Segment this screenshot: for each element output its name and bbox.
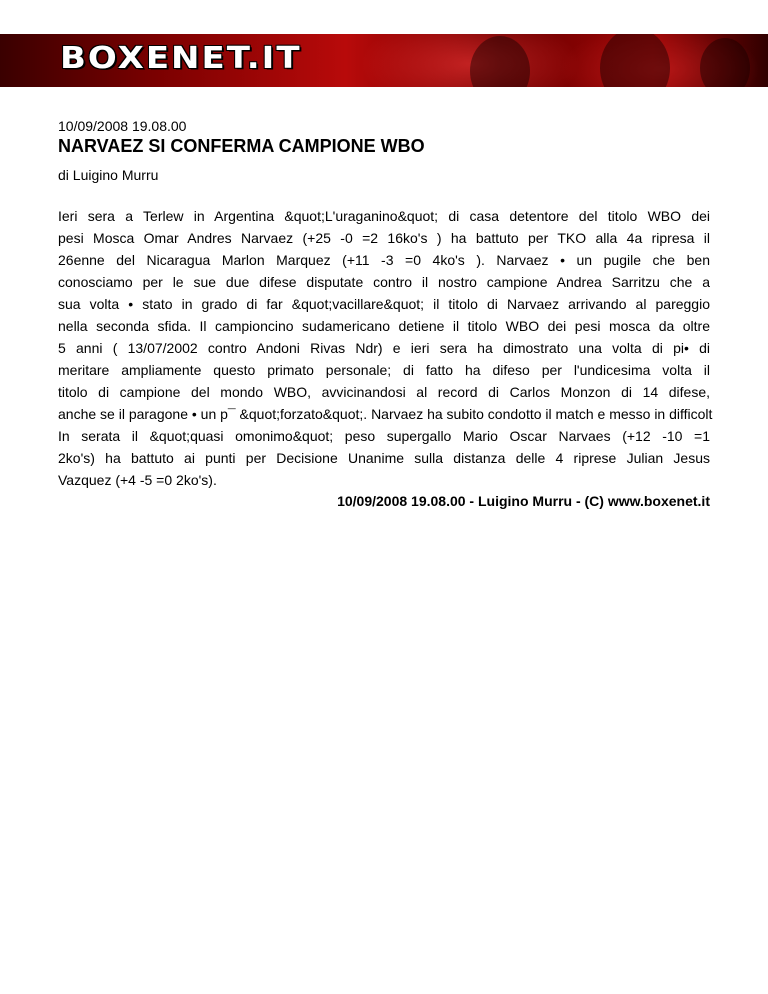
site-logo[interactable]: BOXENET.IT — [60, 40, 302, 76]
body-line: titolo di campione del mondo WBO, avvicinandosi al record di Carlos Monzon di 14 difese, — [58, 384, 710, 400]
body-line: pesi Mosca Omar Andres Narvaez (+25 -0 =2 16ko's ) ha battuto per TKO alla 4a ripresa il — [58, 230, 710, 246]
body-line: nella seconda sfida. Il campioncino sudamericano detiene il titolo WBO dei pesi mosca da oltre — [58, 318, 710, 334]
body-line: 5 anni ( 13/07/2002 contro Andoni Rivas Ndr) e ieri sera ha dimostrato una volta di pi• di — [58, 340, 710, 356]
banner-boxer-silhouette — [600, 34, 670, 87]
site-banner — [0, 34, 768, 87]
article-byline: di Luigino Murru — [58, 167, 159, 183]
article-title: NARVAEZ SI CONFERMA CAMPIONE WBO — [58, 136, 425, 156]
body-line: meritare ampliamente questo primato personale; di fatto ha difeso per l'undicesima volta il — [58, 362, 710, 378]
body-line: In serata il &quot;quasi omonimo&quot; peso supergallo Mario Oscar Narvaes (+12 -10 =1 — [58, 428, 710, 444]
body-line: Ieri sera a Terlew in Argentina &quot;L'uraganino&quot; di casa detentore del titolo WBO dei — [58, 208, 710, 224]
article-body — [58, 205, 768, 491]
body-line: 2ko's) ha battuto ai punti per Decisione Unanime sulla distanza delle 4 riprese Julian Jesus — [58, 450, 710, 466]
body-line: 26enne del Nicaragua Marlon Marquez (+11 -3 =0 4ko's ). Narvaez • un pugile che ben — [58, 252, 710, 268]
article-timestamp: 10/09/2008 19.08.00 — [58, 118, 187, 134]
body-line: Vazquez (+4 -5 =0 2ko's). — [58, 472, 217, 488]
article-footer: 10/09/2008 19.08.00 - Luigino Murru - (C) www.boxenet.it — [337, 493, 710, 509]
body-line: sua volta • stato in grado di far &quot;vacillare&quot; il titolo di Narvaez arrivando al pareggio — [58, 296, 710, 312]
body-line: anche se il paragone • un p¯ &quot;forzato&quot;. Narvaez ha subito condotto il match e messo in difficolt — [58, 406, 713, 422]
body-line: conosciamo per le sue due difese disputate contro il nostro campione Andrea Sarritzu che a — [58, 274, 710, 290]
